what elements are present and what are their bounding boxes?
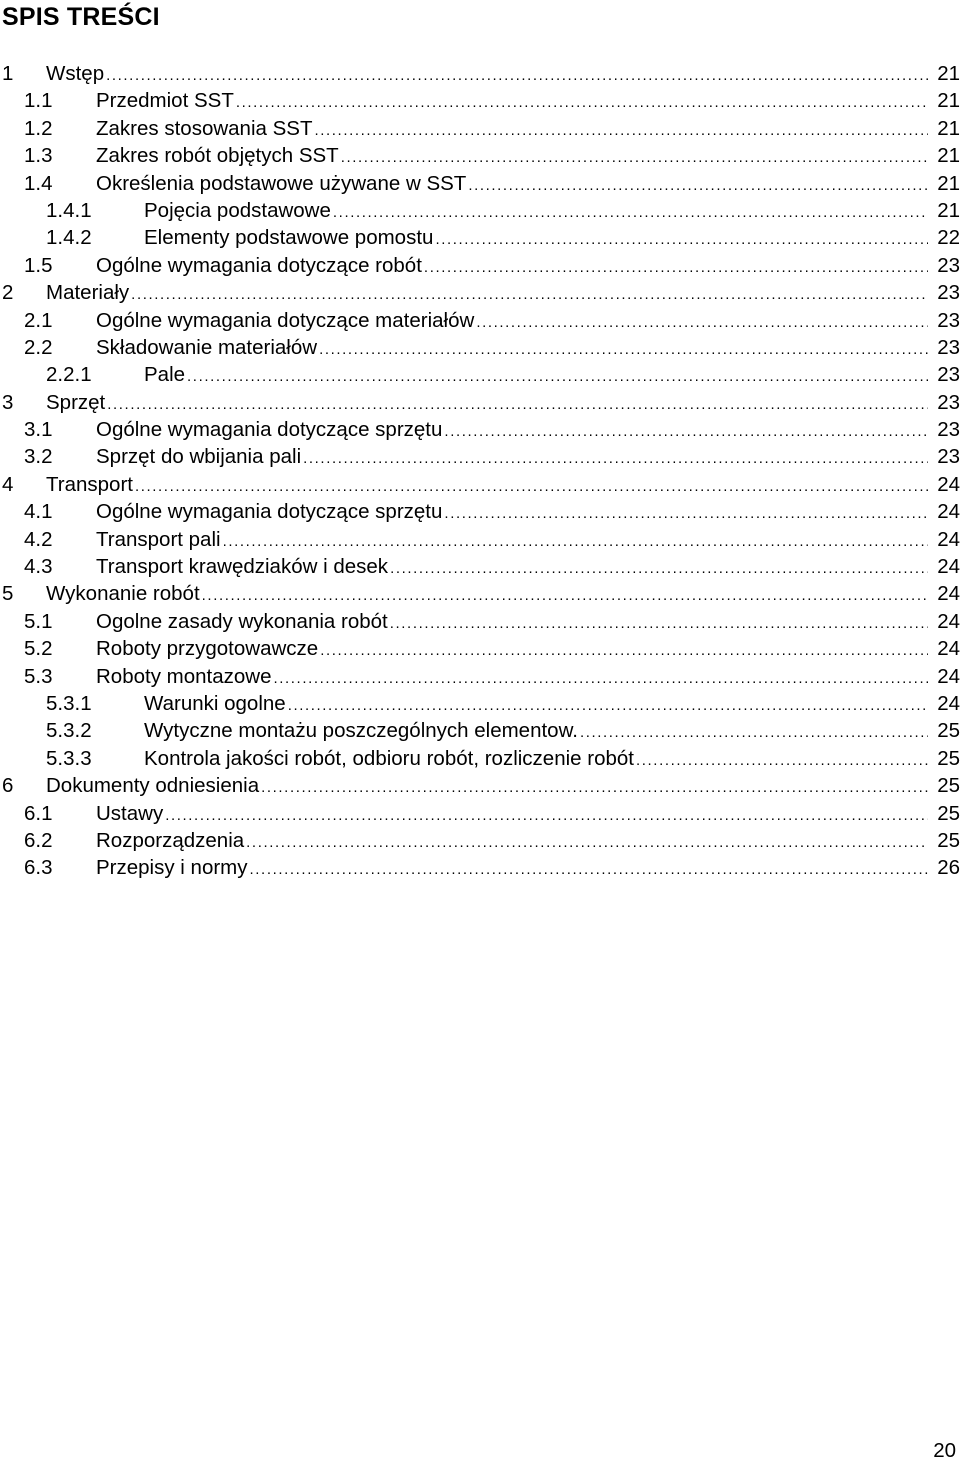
toc-entry-title: Ogólne wymagania dotyczące robót xyxy=(96,253,422,277)
toc-entry-body xyxy=(96,553,960,582)
toc-entry[interactable] xyxy=(0,745,960,772)
toc-entry-title: Roboty przygotowawcze xyxy=(96,637,319,661)
toc-entry-page: 23 xyxy=(937,253,960,277)
toc-entry[interactable] xyxy=(0,279,960,306)
toc-entry-page: 23 xyxy=(937,308,960,332)
toc-entry-page: 24 xyxy=(937,582,960,606)
toc-entry-page: 21 xyxy=(937,171,960,195)
toc-entry-number: 6.1 xyxy=(24,801,53,825)
toc-entry[interactable] xyxy=(0,553,960,580)
toc-dot-leader xyxy=(250,856,928,883)
toc-dot-leader xyxy=(106,62,928,89)
toc-entry-number: 4.2 xyxy=(24,527,53,551)
toc-entry-number: 3.1 xyxy=(24,418,53,442)
toc-entry-number: 6.2 xyxy=(24,828,53,852)
toc-entry-number: 1.4.2 xyxy=(46,226,92,250)
toc-entry-body xyxy=(46,772,960,801)
toc-dot-leader xyxy=(319,336,928,363)
toc-entry[interactable] xyxy=(0,580,960,607)
toc-entry-number: 2.2 xyxy=(24,335,53,359)
toc-dot-leader xyxy=(107,391,928,418)
toc-entry-page: 23 xyxy=(937,335,960,359)
toc-entry-page: 21 xyxy=(937,62,960,85)
toc-entry[interactable] xyxy=(0,690,960,717)
toc-entry-title: Wstęp xyxy=(46,62,105,85)
toc-entry-page: 25 xyxy=(937,828,960,852)
toc-entry-title: Ogólne wymagania dotyczące sprzętu xyxy=(96,500,443,524)
toc-entry-title: Składowanie materiałów xyxy=(96,335,318,359)
toc-entry-number: 2.2.1 xyxy=(46,363,92,387)
toc-dot-leader xyxy=(246,829,928,856)
toc-dot-leader xyxy=(390,555,928,582)
toc-entry-page: 21 xyxy=(937,144,960,168)
toc-entry-number: 5.3 xyxy=(24,664,53,688)
toc-entry-number: 6.3 xyxy=(24,856,53,880)
toc-entry-body xyxy=(96,416,960,445)
toc-entry-body xyxy=(144,745,960,774)
toc-entry[interactable] xyxy=(0,87,960,114)
toc-entry-title: Ogolne zasady wykonania robót xyxy=(96,609,388,633)
toc-entry-body xyxy=(144,690,960,719)
toc-dot-leader xyxy=(444,418,928,445)
toc-entry-page: 24 xyxy=(937,609,960,633)
toc-entry[interactable] xyxy=(0,635,960,662)
toc-entry-title: Ogólne wymagania dotyczące sprzętu xyxy=(96,418,443,442)
toc-entry-number: 4 xyxy=(2,472,14,496)
toc-entry[interactable] xyxy=(0,115,960,142)
toc-entry-number: 5.1 xyxy=(24,609,53,633)
toc-dot-leader xyxy=(223,528,928,555)
toc-dot-leader xyxy=(261,774,928,801)
toc-dot-leader xyxy=(424,254,928,281)
toc-entry-number: 1.4.1 xyxy=(46,198,92,222)
toc-entry[interactable] xyxy=(0,170,960,197)
toc-entry-body xyxy=(96,307,960,336)
toc-entry-title: Wytyczne montażu poszczególnych elementow. xyxy=(144,719,578,743)
toc-dot-leader xyxy=(187,363,928,390)
toc-entry-page: 23 xyxy=(937,445,960,469)
toc-entry-number: 5.2 xyxy=(24,637,53,661)
toc-entry-body xyxy=(96,252,960,281)
toc-entry-title: Transport krawędziaków i desek xyxy=(96,555,389,579)
toc-entry-body xyxy=(96,443,960,472)
toc-entry-page: 22 xyxy=(937,226,960,250)
toc-entry-body xyxy=(96,526,960,555)
toc-dot-leader xyxy=(435,226,928,253)
toc-entry-number: 5.3.1 xyxy=(46,691,92,715)
toc-entry[interactable] xyxy=(0,389,960,416)
toc-dot-leader xyxy=(202,582,928,609)
toc-entry-page: 25 xyxy=(937,801,960,825)
toc-entry-body xyxy=(96,115,960,144)
toc-entry-title: Rozporządzenia xyxy=(96,828,245,852)
toc-entry-body xyxy=(46,471,960,500)
toc-entry-number: 3.2 xyxy=(24,445,53,469)
toc-dot-leader xyxy=(636,747,928,774)
toc-entry-number: 3 xyxy=(2,390,14,414)
toc-entry-page: 21 xyxy=(937,116,960,140)
toc-entry-body xyxy=(96,334,960,363)
page-number: 20 xyxy=(933,1439,956,1462)
toc-entry-title: Ustawy xyxy=(96,801,164,825)
toc-entry-title: Warunki ogolne xyxy=(144,691,286,715)
toc-entry-body xyxy=(46,279,960,308)
toc-dot-leader xyxy=(390,610,928,637)
toc-dot-leader xyxy=(320,637,928,664)
toc-entry[interactable] xyxy=(0,471,960,498)
toc-entry[interactable] xyxy=(0,416,960,443)
toc-dot-leader xyxy=(288,692,928,719)
toc-entry-number: 6 xyxy=(2,774,14,798)
toc-dot-leader xyxy=(273,665,928,692)
toc-entry-number: 1.5 xyxy=(24,253,53,277)
toc-entry-title: Materiały xyxy=(46,281,130,305)
toc-entry-title: Przepisy i normy xyxy=(96,856,248,880)
toc-entry[interactable] xyxy=(0,252,960,279)
toc-entry-title: Transport pali xyxy=(96,527,221,551)
toc-entry-page: 21 xyxy=(937,198,960,222)
toc-entry[interactable] xyxy=(0,334,960,361)
toc-entry[interactable] xyxy=(0,608,960,635)
toc-entry[interactable] xyxy=(0,443,960,470)
toc-entry-title: Zakres stosowania SST xyxy=(96,116,313,140)
toc-entry-body xyxy=(96,498,960,527)
toc-entry-body xyxy=(46,580,960,609)
toc-entry[interactable] xyxy=(0,526,960,553)
toc-entry-body xyxy=(144,361,960,390)
toc-entry[interactable] xyxy=(0,197,960,224)
toc-entry-number: 2 xyxy=(2,281,14,305)
toc-entry-number: 5 xyxy=(2,582,14,606)
toc-entry-number: 4.1 xyxy=(24,500,53,524)
toc-entry-number: 5.3.2 xyxy=(46,719,92,743)
toc-entry[interactable] xyxy=(0,361,960,388)
toc-entry-title: Pale xyxy=(144,363,186,387)
toc-entry-title: Elementy podstawowe pomostu xyxy=(144,226,434,250)
toc-entry-page: 25 xyxy=(937,746,960,770)
toc-entry-page: 25 xyxy=(937,719,960,743)
toc-entry-number: 1.2 xyxy=(24,116,53,140)
toc-dot-leader xyxy=(333,199,928,226)
page-title: SPIS TREŚCI xyxy=(2,3,160,31)
toc-dot-leader xyxy=(444,500,928,527)
toc-entry-page: 26 xyxy=(937,856,960,880)
toc-entry-title: Ogólne wymagania dotyczące materiałów xyxy=(96,308,475,332)
toc-dot-leader xyxy=(314,117,928,144)
toc-entry[interactable] xyxy=(0,307,960,334)
toc-entry-body xyxy=(96,635,960,664)
toc-entry-page: 23 xyxy=(937,418,960,442)
toc-dot-leader xyxy=(165,802,928,829)
toc-entry-title: Przedmiot SST xyxy=(96,89,234,113)
toc-entry[interactable] xyxy=(0,142,960,169)
toc-entry-title: Transport xyxy=(46,472,133,496)
toc-entry-page: 24 xyxy=(937,637,960,661)
toc-entry-number: 2.1 xyxy=(24,308,53,332)
toc-entry-number: 1.3 xyxy=(24,144,53,168)
toc-entry-page: 24 xyxy=(937,555,960,579)
toc-dot-leader xyxy=(131,281,928,308)
toc-entry-title: Wykonanie robót xyxy=(46,582,200,606)
toc-entry-body xyxy=(96,854,960,883)
toc-dot-leader xyxy=(135,473,928,500)
toc-entry-body xyxy=(96,663,960,692)
toc-entry-body xyxy=(144,224,960,253)
toc-entry-body xyxy=(96,608,960,637)
toc-entry-page: 23 xyxy=(937,281,960,305)
toc-entry-page: 23 xyxy=(937,363,960,387)
toc-entry-number: 1.1 xyxy=(24,89,53,113)
toc-entry-title: Kontrola jakości robót, odbioru robót, rozliczenie robót xyxy=(144,746,634,770)
toc-dot-leader xyxy=(476,309,928,336)
toc-dot-leader xyxy=(580,719,928,746)
toc-entry-body xyxy=(96,827,960,856)
toc-entry-title: Dokumenty odniesienia xyxy=(46,774,260,798)
toc-dot-leader xyxy=(341,144,928,171)
toc-dot-leader xyxy=(303,445,928,472)
toc-entry[interactable] xyxy=(0,772,960,799)
toc-entry-title: Określenia podstawowe używane w SST xyxy=(96,171,467,195)
toc-dot-leader xyxy=(468,172,928,199)
toc-entry[interactable] xyxy=(0,663,960,690)
toc-entry-body xyxy=(96,800,960,829)
toc-entry-body xyxy=(96,142,960,171)
toc-entry-body xyxy=(144,717,960,746)
toc-entry-title: Zakres robót objętych SST xyxy=(96,144,339,168)
toc-entry-page: 24 xyxy=(937,691,960,715)
toc-entry-page: 24 xyxy=(937,500,960,524)
toc-entry-page: 24 xyxy=(937,527,960,551)
table-of-contents xyxy=(0,60,960,882)
toc-entry-title: Sprzęt xyxy=(46,390,106,414)
toc-entry-page: 21 xyxy=(937,89,960,113)
toc-entry-page: 24 xyxy=(937,664,960,688)
toc-entry-body xyxy=(96,87,960,116)
toc-entry[interactable] xyxy=(0,224,960,251)
toc-entry-title: Pojęcia podstawowe xyxy=(144,198,331,222)
toc-entry[interactable] xyxy=(0,498,960,525)
toc-entry-page: 25 xyxy=(937,774,960,798)
toc-entry-title: Sprzęt do wbijania pali xyxy=(96,445,302,469)
toc-entry-page: 24 xyxy=(937,472,960,496)
toc-entry-number: 1 xyxy=(2,62,14,85)
toc-entry-body xyxy=(46,389,960,418)
toc-entry[interactable] xyxy=(0,827,960,854)
toc-entry[interactable] xyxy=(0,717,960,744)
toc-entry-body xyxy=(96,170,960,199)
toc-entry-number: 1.4 xyxy=(24,171,53,195)
toc-entry-number: 5.3.3 xyxy=(46,746,92,770)
toc-entry[interactable] xyxy=(0,60,960,87)
toc-entry[interactable] xyxy=(0,800,960,827)
toc-entry[interactable] xyxy=(0,854,960,881)
toc-entry-title: Roboty montazowe xyxy=(96,664,272,688)
toc-entry-body xyxy=(144,197,960,226)
toc-entry-body xyxy=(46,60,960,89)
toc-dot-leader xyxy=(236,89,928,116)
toc-entry-number: 4.3 xyxy=(24,555,53,579)
toc-entry-page: 23 xyxy=(937,390,960,414)
